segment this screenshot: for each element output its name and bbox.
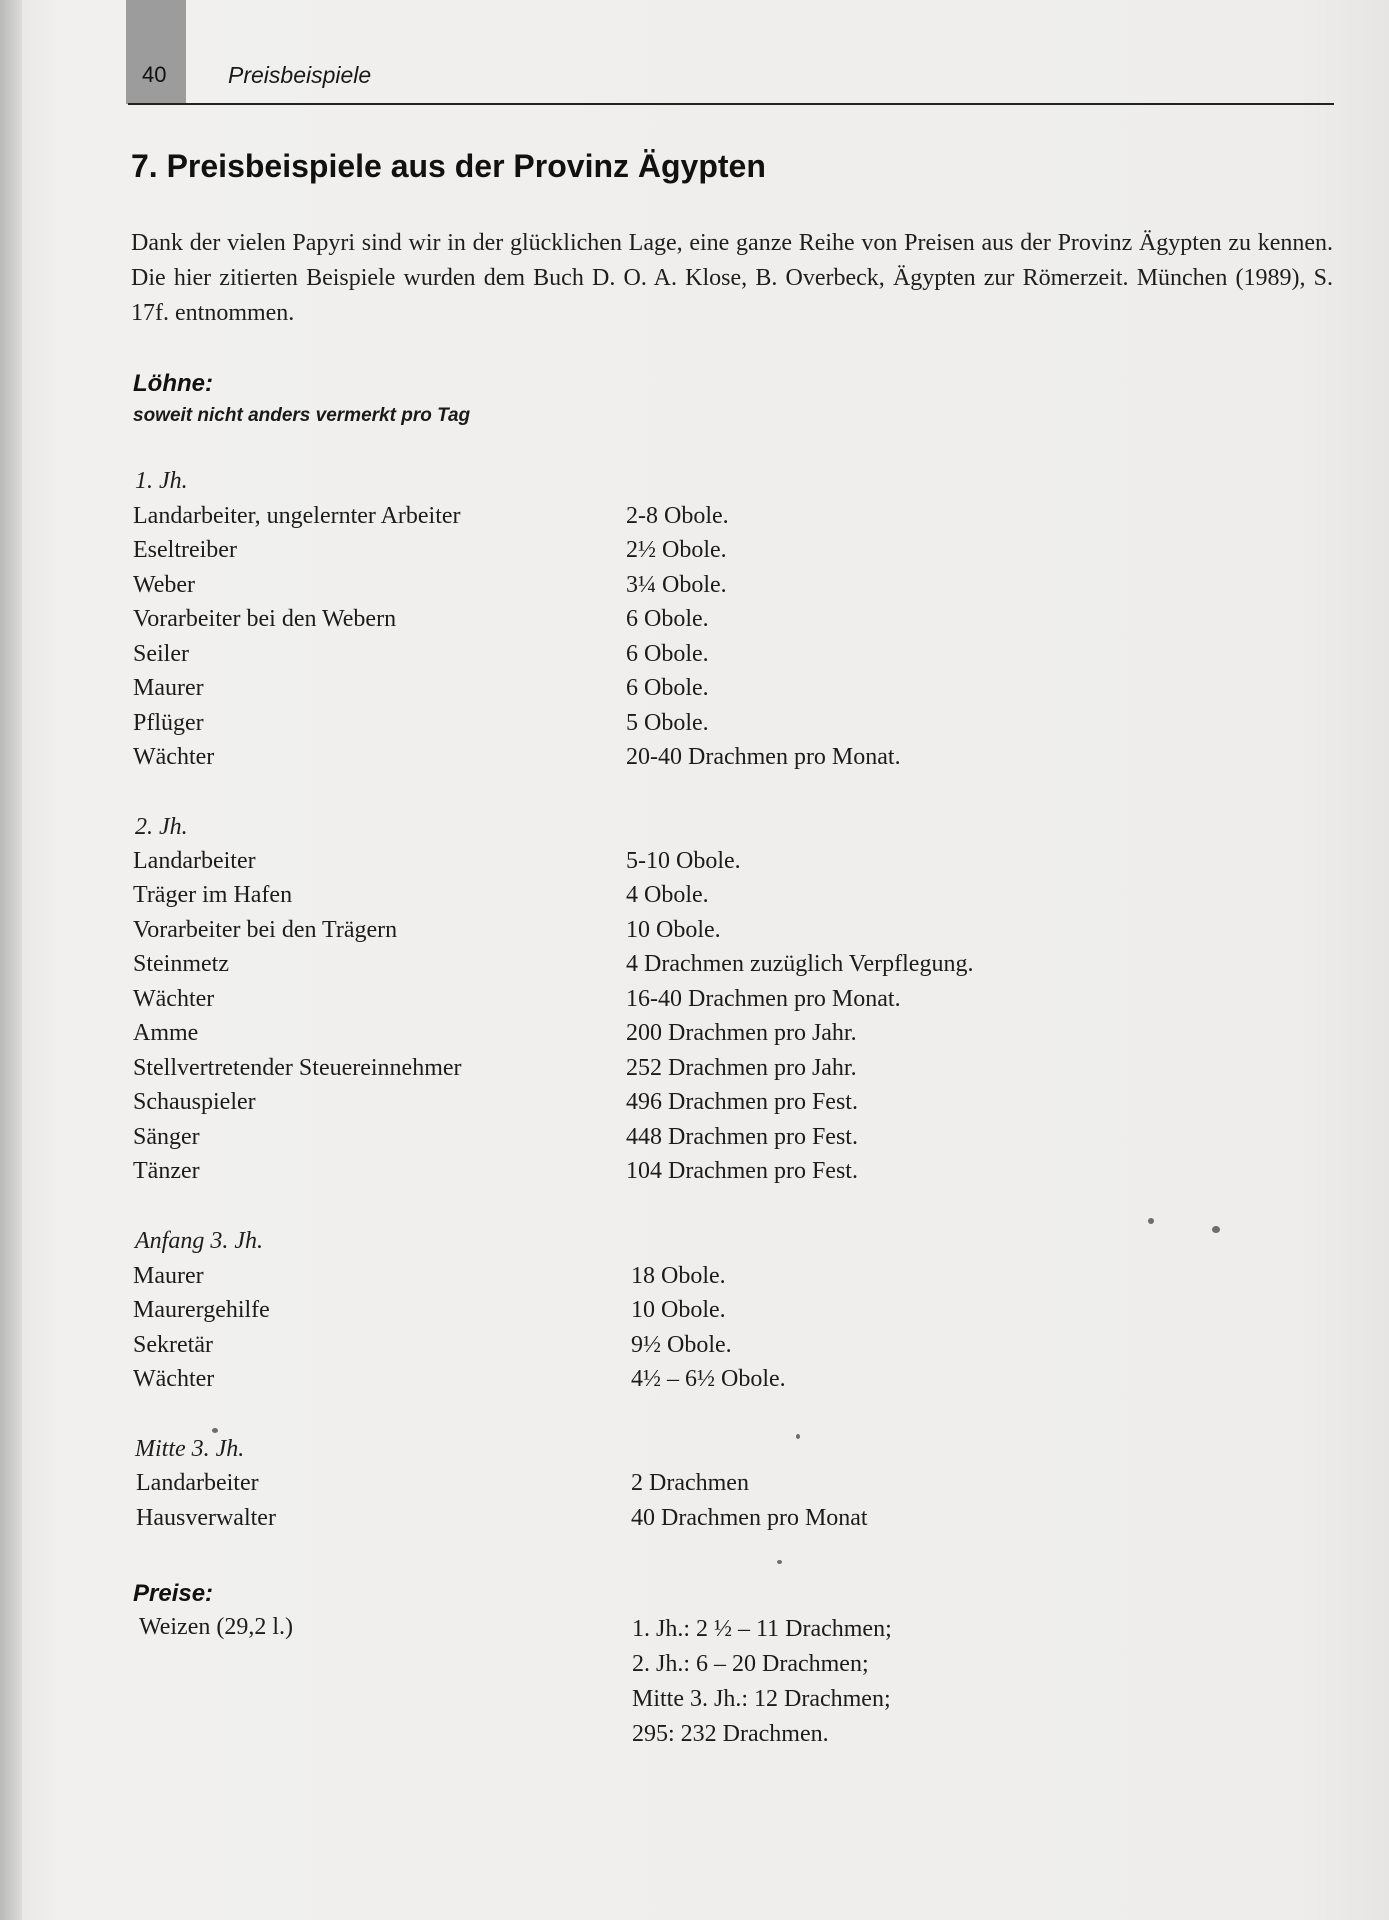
pay-value: 6 Obole. [626,641,709,667]
group-label-mitte-3jh: Mitte 3. Jh. [135,1436,245,1462]
table-row [0,882,1389,916]
running-head: Preisbeispiele [228,62,372,88]
pay-value: 2 Drachmen [631,1470,749,1496]
table-row [0,710,1389,744]
price-lines [632,1612,892,1752]
header-rule [128,103,1334,105]
pay-value: 104 Drachmen pro Fest. [626,1158,858,1184]
table-row [0,503,1389,537]
pay-value: 2-8 Obole. [626,503,729,529]
pay-value: 200 Drachmen pro Jahr. [626,1020,857,1046]
pay-value: 6 Obole. [626,675,709,701]
group-label-2jh: 2. Jh. [135,814,188,840]
scan-speck [777,1560,782,1564]
table-row [0,1505,1389,1539]
page-title: 7. Preisbeispiele aus der Provinz Ägypten [131,148,766,184]
scan-speck [796,1434,800,1439]
job-name: Sänger [133,1124,200,1150]
pay-value: 3¼ Obole. [626,572,727,598]
price-line: 295: 232 Drachmen. [632,1721,829,1747]
pay-value: 252 Drachmen pro Jahr. [626,1055,857,1081]
job-name: Wächter [133,1366,215,1392]
job-name: Tänzer [133,1158,200,1184]
pay-value: 4 Obole. [626,882,709,908]
pay-value: 10 Obole. [631,1297,726,1323]
pay-value: 18 Obole. [631,1263,726,1289]
wages-heading: Löhne: [133,370,213,397]
pay-value: 5-10 Obole. [626,848,741,874]
job-name: Maurer [133,675,204,701]
wages-subheading: soweit nicht anders vermerkt pro Tag [133,405,471,426]
table-row [0,1089,1389,1123]
table-row [0,537,1389,571]
table-row [0,675,1389,709]
job-name: Weber [133,572,196,598]
job-name: Wächter [133,986,215,1012]
table-row [0,744,1389,778]
pay-value: 10 Obole. [626,917,721,943]
scan-speck [1212,1226,1220,1233]
job-name: Vorarbeiter bei den Trägern [133,917,398,943]
pay-value: 20-40 Drachmen pro Monat. [626,744,901,770]
scan-speck [212,1428,218,1433]
job-name: Seiler [133,641,189,667]
table-row [0,1297,1389,1331]
intro-paragraph: Dank der vielen Papyri sind wir in der glücklichen Lage, eine ganze Reihe von Preisen aus der Provinz Ägypten zu kennen. Die hier zitierten Beispiele wurden dem Buch D. O. A. Klose, B. Overbeck, Ägypten zur Römerzeit. München (1989), S. 17f. entnommen. [131,230,1333,326]
job-name: Stellvertretender Steuereinnehmer [133,1055,462,1081]
table-row [0,1332,1389,1366]
pay-value: 448 Drachmen pro Fest. [626,1124,858,1150]
prices-heading: Preise: [133,1580,214,1607]
table-row [0,641,1389,675]
table-row [0,606,1389,640]
job-name: Maurer [133,1263,204,1289]
price-line: 1. Jh.: 2 ½ – 11 Drachmen; [632,1616,892,1642]
pay-value: 2½ Obole. [626,537,727,563]
job-name: Steinmetz [133,951,229,977]
page-number-tab [126,0,186,104]
group-label-anfang-3jh: Anfang 3. Jh. [135,1228,263,1254]
table-row [0,1366,1389,1400]
job-name: Landarbeiter, ungelernter Arbeiter [133,503,461,529]
job-name: Wächter [133,744,215,770]
pay-value: 6 Obole. [626,606,709,632]
job-name: Maurergehilfe [133,1297,270,1323]
pay-value: 5 Obole. [626,710,709,736]
table-row [0,1263,1389,1297]
group-label-1jh: 1. Jh. [135,468,188,494]
job-name: Pflüger [133,710,204,736]
job-name: Hausverwalter [136,1505,276,1531]
table-row [0,848,1389,882]
pay-value: 496 Drachmen pro Fest. [626,1089,858,1115]
job-name: Landarbeiter [133,848,256,874]
pay-value: 4 Drachmen zuzüglich Verpflegung. [626,951,974,977]
table-row [0,951,1389,985]
table-row [0,1470,1389,1504]
table-row [0,1055,1389,1089]
job-name: Träger im Hafen [133,882,293,908]
job-name: Sekretär [133,1332,213,1358]
pay-value: 16-40 Drachmen pro Monat. [626,986,901,1012]
table-row [0,1158,1389,1192]
table-row [0,986,1389,1020]
table-row [0,1020,1389,1054]
job-name: Amme [133,1020,199,1046]
page-number: 40 [142,62,167,87]
pay-value: 40 Drachmen pro Monat [631,1505,868,1531]
job-name: Vorarbeiter bei den Webern [133,606,397,632]
table-row [0,917,1389,951]
job-name: Eseltreiber [133,537,237,563]
job-name: Landarbeiter [136,1470,259,1496]
scan-speck [1148,1218,1154,1224]
pay-value: 4½ – 6½ Obole. [631,1366,786,1392]
table-row [0,1124,1389,1158]
price-line: Mitte 3. Jh.: 12 Drachmen; [632,1686,891,1712]
table-row [0,572,1389,606]
pay-value: 9½ Obole. [631,1332,732,1358]
job-name: Schauspieler [133,1089,256,1115]
price-item: Weizen (29,2 l.) [139,1614,294,1640]
price-line: 2. Jh.: 6 – 20 Drachmen; [632,1651,869,1677]
